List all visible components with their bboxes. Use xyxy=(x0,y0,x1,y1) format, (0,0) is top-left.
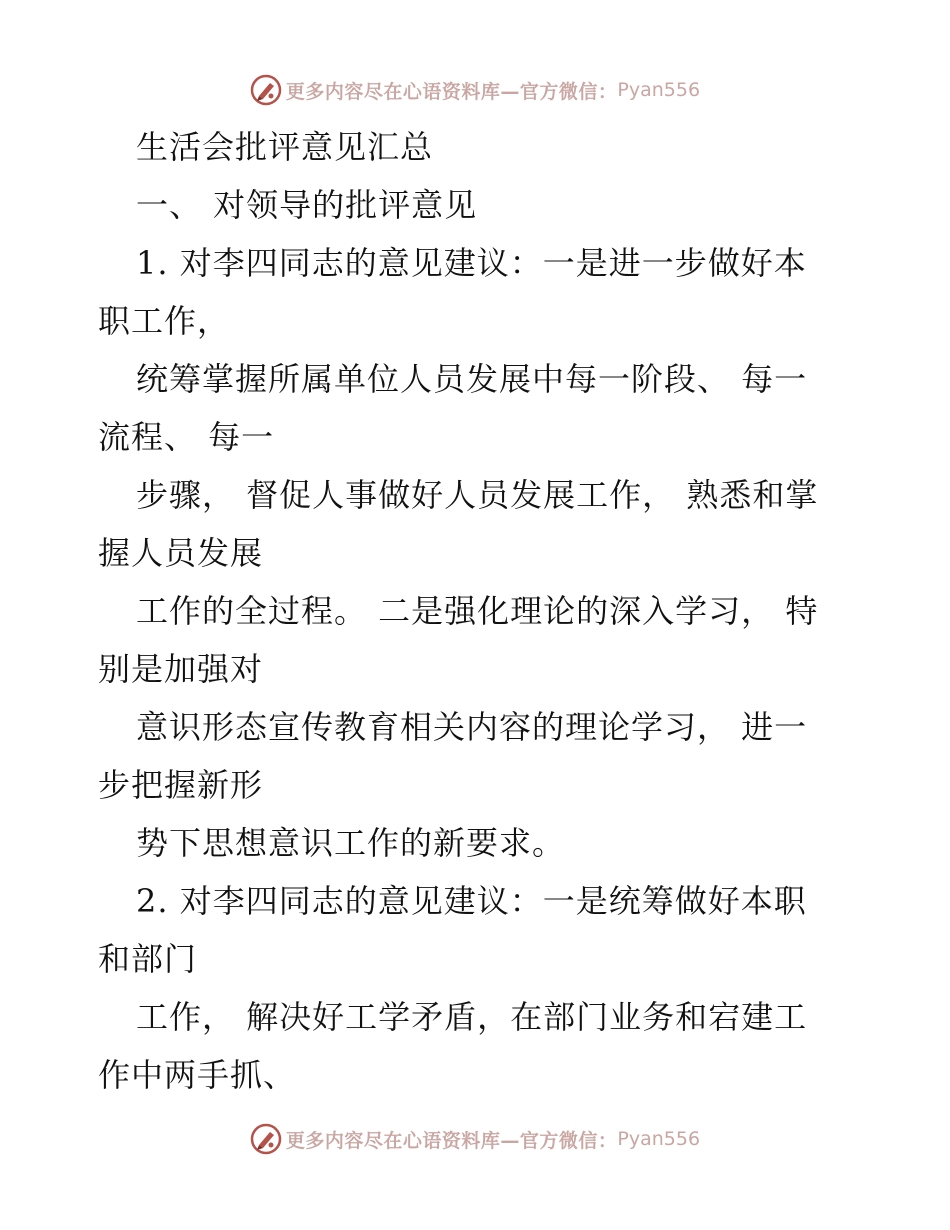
section-heading: 一、 对领导的批评意见 xyxy=(136,186,478,224)
footer-watermark-account: Pyan556 xyxy=(617,1128,701,1150)
pen-logo-icon xyxy=(250,74,282,106)
paragraph-line: 握人员发展 xyxy=(98,534,264,572)
paragraph-line: 作中两手抓、 xyxy=(98,1056,297,1094)
footer-watermark-text: 更多内容尽在心语资料库—官方微信： xyxy=(285,1129,618,1152)
document-body xyxy=(98,118,858,1104)
paragraph-line: 1. 对李四同志的意见建议：一是进一步做好本 xyxy=(136,244,807,282)
paragraph-line: 工作， 解决好工学矛盾，在部门业务和宕建工 xyxy=(136,998,808,1036)
header-watermark-account: Pyan556 xyxy=(617,79,701,101)
header-watermark-text: 更多内容尽在心语资料库—官方微信： xyxy=(285,80,618,103)
paragraph-line: 步骤， 督促人事做好人员发展工作， 熟悉和掌 xyxy=(136,476,819,514)
header-watermark xyxy=(0,70,950,110)
paragraph-line: 流程、 每一 xyxy=(98,418,275,456)
paragraph-line: 别是加强对 xyxy=(98,650,264,688)
document-title: 生活会批评意见汇总 xyxy=(136,128,434,166)
paragraph-line: 统筹掌握所属单位人员发展中每一阶段、 每一 xyxy=(136,360,808,398)
footer-watermark xyxy=(0,1119,950,1159)
paragraph-line: 职工作， xyxy=(98,302,231,340)
paragraph-line: 工作的全过程。 二是强化理论的深入学习， 特 xyxy=(136,592,819,630)
paragraph-line: 步把握新形 xyxy=(98,766,264,804)
pen-logo-icon xyxy=(250,1123,282,1155)
paragraph-line: 意识形态宣传教育相关内容的理论学习， 进一 xyxy=(136,708,808,746)
paragraph-line: 2. 对李四同志的意见建议：一是统筹做好本职 xyxy=(136,882,807,920)
paragraph-line: 势下思想意识工作的新要求。 xyxy=(136,824,566,862)
paragraph-line: 和部门 xyxy=(98,940,198,978)
